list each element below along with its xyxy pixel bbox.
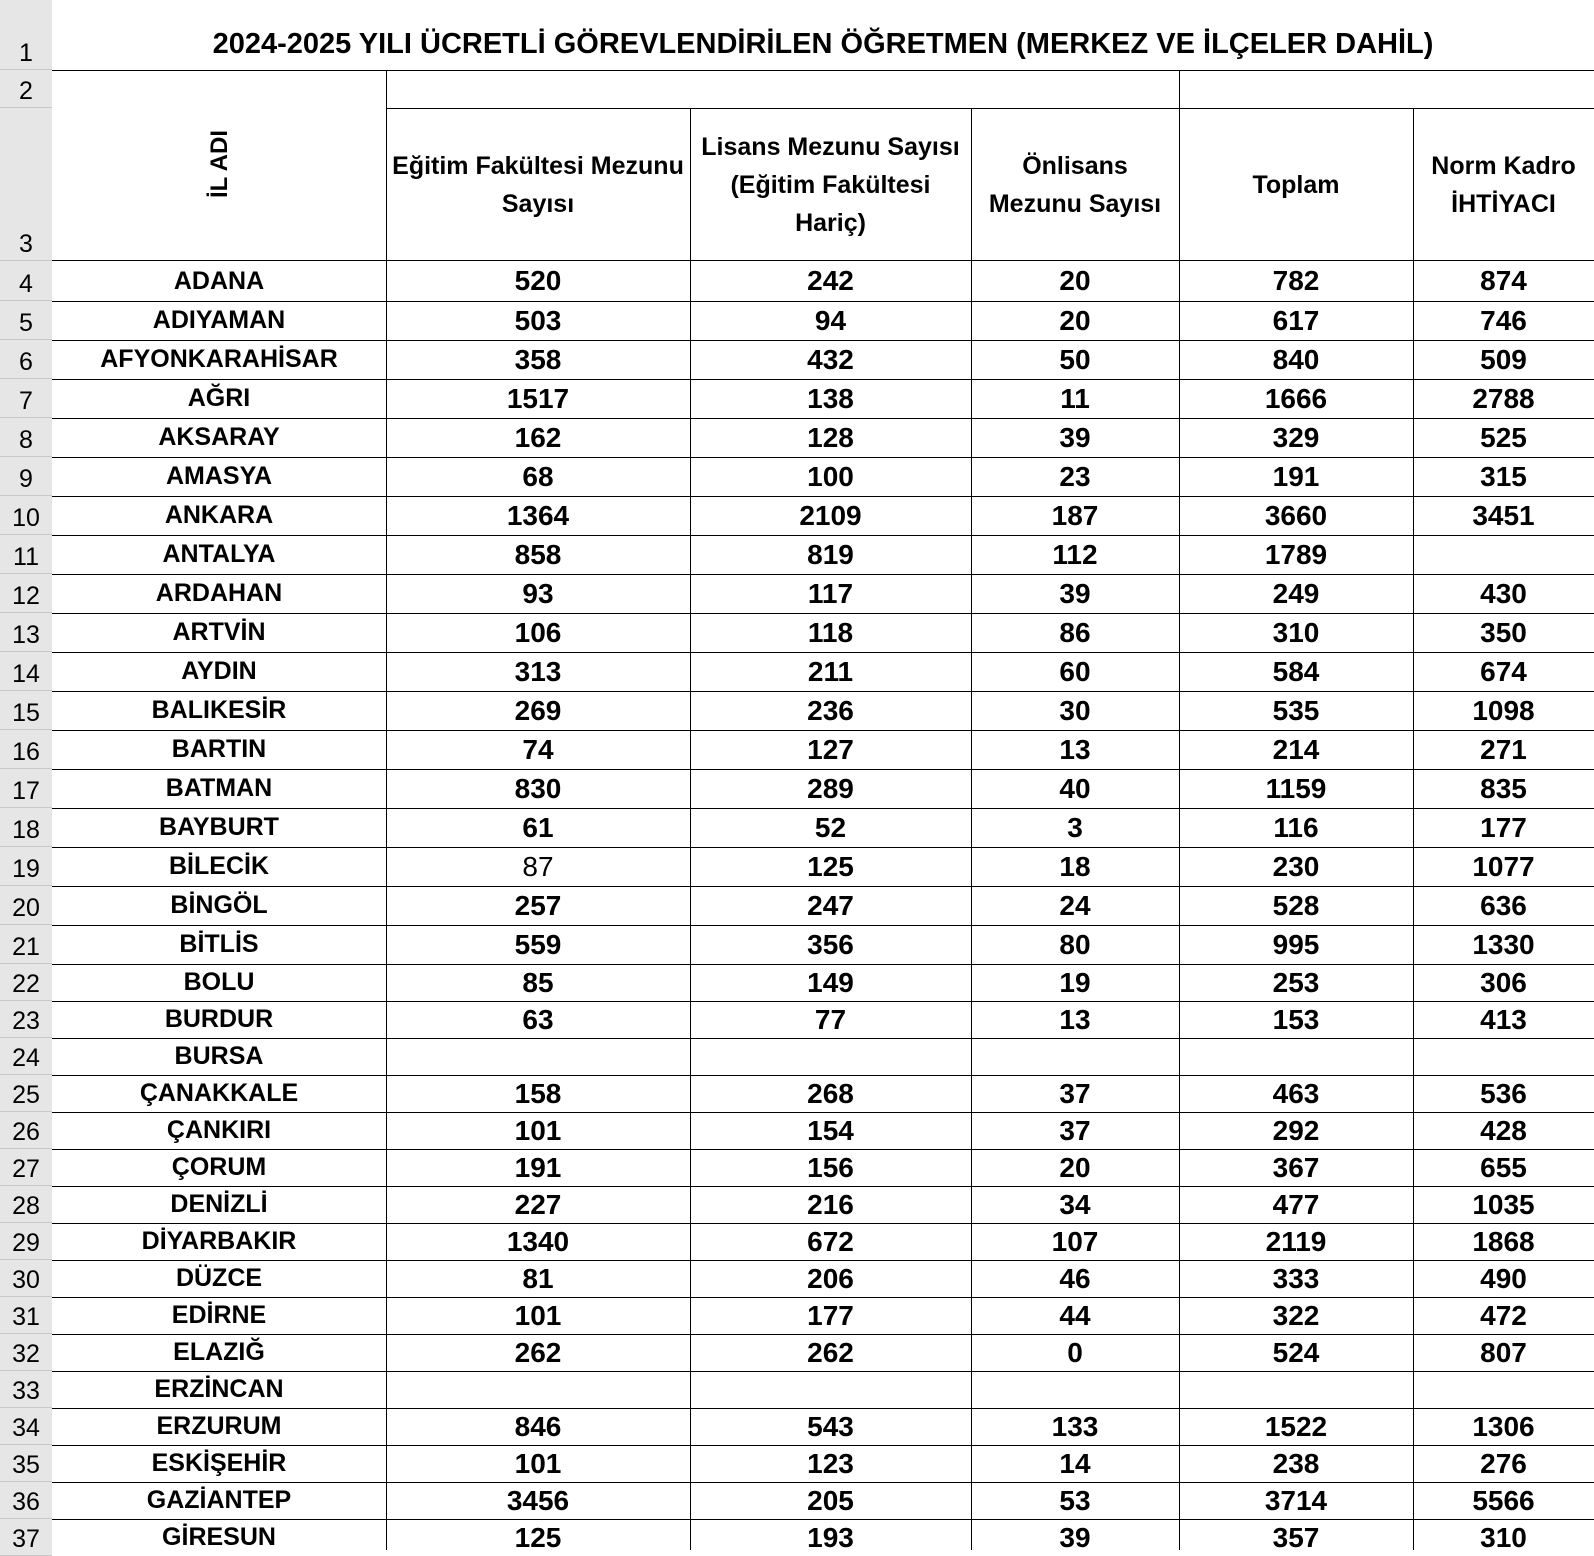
cell-onlisans-mezunu[interactable]: 86 [1059, 616, 1091, 648]
row-number[interactable]: 30 [0, 1260, 52, 1297]
cell-lisans-mezunu[interactable]: 211 [807, 655, 854, 687]
cell-onlisans-mezunu[interactable]: 112 [1052, 538, 1098, 570]
header-norm-kadro[interactable]: Norm Kadro İHTİYACI [1431, 151, 1576, 218]
cell-egitim-fakultesi[interactable]: 313 [514, 655, 562, 687]
cell-toplam[interactable]: 477 [1272, 1188, 1320, 1220]
cell-egitim-fakultesi[interactable]: 1517 [506, 382, 570, 414]
cell-lisans-mezunu[interactable]: 193 [807, 1521, 854, 1553]
cell-il-adi[interactable]: AYDIN [181, 657, 257, 685]
cell-il-adi[interactable]: ADIYAMAN [152, 306, 286, 334]
row-number[interactable]: 6 [0, 340, 52, 379]
cell-norm-kadro[interactable]: 509 [1480, 343, 1527, 375]
cell-lisans-mezunu[interactable]: 205 [807, 1484, 854, 1516]
cell-norm-kadro[interactable]: 1098 [1472, 694, 1535, 726]
cell-norm-kadro[interactable]: 306 [1480, 966, 1527, 998]
cell-toplam[interactable]: 535 [1272, 694, 1320, 726]
cell-toplam[interactable]: 310 [1272, 616, 1320, 648]
cell-egitim-fakultesi[interactable]: 101 [514, 1447, 562, 1479]
cell-onlisans-mezunu[interactable]: 187 [1051, 499, 1099, 531]
cell-egitim-fakultesi[interactable]: 503 [514, 304, 562, 336]
cell-il-adi[interactable]: ANTALYA [162, 540, 276, 568]
header-egitim-fakultesi[interactable]: Eğitim Fakültesi Mezunu Sayısı [392, 151, 684, 218]
cell-il-adi[interactable]: EDİRNE [171, 1301, 267, 1329]
row-number[interactable]: 15 [0, 691, 52, 730]
cell-lisans-mezunu[interactable]: 125 [807, 850, 854, 882]
cell-egitim-fakultesi[interactable]: 1364 [506, 499, 570, 531]
cell-toplam[interactable]: 782 [1272, 265, 1320, 296]
row-number[interactable]: 36 [0, 1482, 52, 1519]
cell-egitim-fakultesi[interactable]: 61 [522, 811, 554, 843]
cell-onlisans-mezunu[interactable]: 13 [1059, 1003, 1091, 1035]
cell-il-adi[interactable]: AKSARAY [158, 423, 280, 451]
cell-lisans-mezunu[interactable]: 77 [814, 1003, 847, 1035]
cell-lisans-mezunu[interactable]: 432 [807, 343, 854, 375]
row-number[interactable]: 25 [0, 1075, 52, 1112]
row-number[interactable]: 20 [0, 886, 52, 925]
cell-toplam[interactable]: 1789 [1264, 538, 1328, 570]
cell-onlisans-mezunu[interactable] [971, 1371, 1179, 1408]
row-number[interactable]: 4 [0, 261, 52, 301]
cell-egitim-fakultesi[interactable]: 125 [514, 1521, 562, 1553]
cell-il-adi[interactable]: BİNGÖL [170, 891, 268, 919]
row-number[interactable]: 9 [0, 457, 52, 496]
cell-onlisans-mezunu[interactable]: 44 [1059, 1299, 1091, 1331]
cell-toplam[interactable]: 1666 [1264, 382, 1328, 414]
cell-lisans-mezunu[interactable]: 236 [807, 694, 854, 726]
cell-il-adi[interactable]: ELAZIĞ [173, 1338, 265, 1366]
cell-toplam[interactable]: 191 [1272, 460, 1320, 492]
cell-norm-kadro[interactable]: 428 [1480, 1114, 1527, 1146]
row-number[interactable]: 5 [0, 301, 52, 340]
cell-il-adi[interactable]: BURDUR [164, 1005, 274, 1033]
cell-egitim-fakultesi[interactable]: 358 [514, 343, 562, 375]
cell-toplam[interactable]: 524 [1272, 1336, 1320, 1368]
cell-lisans-mezunu[interactable]: 819 [807, 538, 854, 570]
cell-lisans-mezunu[interactable]: 177 [807, 1299, 854, 1331]
cell-onlisans-mezunu[interactable]: 14 [1059, 1447, 1091, 1479]
cell-toplam[interactable]: 367 [1272, 1151, 1320, 1183]
cell-egitim-fakultesi[interactable]: 85 [522, 966, 554, 998]
row-number[interactable]: 11 [0, 535, 52, 574]
row-number[interactable]: 16 [0, 730, 52, 769]
cell-onlisans-mezunu[interactable]: 3 [1067, 811, 1083, 843]
header-toplam[interactable]: Toplam [1252, 170, 1340, 199]
cell-egitim-fakultesi[interactable]: 93 [522, 577, 554, 609]
cell-il-adi[interactable]: AFYONKARAHİSAR [100, 345, 338, 373]
cell-norm-kadro[interactable]: 1077 [1472, 850, 1535, 882]
cell-norm-kadro[interactable]: 1035 [1472, 1188, 1535, 1220]
cell-toplam[interactable]: 238 [1272, 1447, 1320, 1479]
cell-lisans-mezunu[interactable]: 117 [807, 577, 854, 609]
cell-lisans-mezunu[interactable]: 100 [807, 460, 854, 492]
cell-toplam[interactable]: 116 [1273, 811, 1319, 843]
cell-egitim-fakultesi[interactable]: 257 [514, 889, 562, 921]
cell-norm-kadro[interactable]: 490 [1480, 1262, 1527, 1294]
cell-norm-kadro[interactable]: 525 [1480, 421, 1527, 453]
cell-toplam[interactable]: 3660 [1264, 499, 1328, 531]
cell-egitim-fakultesi[interactable]: 158 [514, 1077, 562, 1109]
cell-toplam[interactable]: 329 [1272, 421, 1320, 453]
cell-lisans-mezunu[interactable]: 156 [807, 1151, 854, 1183]
cell-toplam[interactable]: 3714 [1264, 1484, 1328, 1516]
cell-onlisans-mezunu[interactable]: 39 [1059, 421, 1091, 453]
cell-egitim-fakultesi[interactable]: 830 [514, 772, 562, 804]
cell-onlisans-mezunu[interactable]: 20 [1059, 304, 1091, 336]
cell-toplam[interactable]: 357 [1272, 1521, 1320, 1553]
cell-norm-kadro[interactable]: 746 [1480, 304, 1527, 336]
cell-norm-kadro[interactable]: 430 [1480, 577, 1527, 609]
cell-onlisans-mezunu[interactable]: 46 [1059, 1262, 1091, 1294]
cell-egitim-fakultesi[interactable]: 81 [522, 1262, 554, 1294]
cell-lisans-mezunu[interactable] [690, 1371, 971, 1408]
row-number[interactable]: 29 [0, 1223, 52, 1260]
cell-norm-kadro[interactable]: 413 [1480, 1003, 1527, 1035]
cell-il-adi[interactable]: ADANA [173, 266, 265, 295]
cell-lisans-mezunu[interactable]: 52 [814, 811, 847, 843]
cell-norm-kadro[interactable] [1413, 1038, 1594, 1075]
cell-il-adi[interactable]: BARTIN [171, 735, 267, 763]
cell-il-adi[interactable]: BİLECİK [169, 852, 269, 880]
cell-onlisans-mezunu[interactable]: 34 [1059, 1188, 1091, 1220]
cell-il-adi[interactable]: ANKARA [164, 501, 274, 529]
row-number[interactable]: 14 [0, 652, 52, 691]
cell-il-adi[interactable]: DENİZLİ [170, 1190, 268, 1218]
row-number[interactable]: 17 [0, 769, 52, 808]
cell-onlisans-mezunu[interactable]: 19 [1059, 966, 1091, 998]
cell-lisans-mezunu[interactable]: 206 [807, 1262, 854, 1294]
cell-toplam[interactable]: 333 [1272, 1262, 1320, 1294]
cell-toplam[interactable]: 2119 [1265, 1225, 1327, 1257]
cell-onlisans-mezunu[interactable]: 39 [1059, 577, 1091, 609]
cell-onlisans-mezunu[interactable]: 60 [1059, 655, 1091, 687]
cell-il-adi[interactable]: ERZURUM [156, 1412, 282, 1440]
cell-lisans-mezunu[interactable]: 672 [807, 1225, 854, 1257]
cell-il-adi[interactable]: DÜZCE [175, 1264, 263, 1292]
cell-egitim-fakultesi[interactable]: 262 [514, 1336, 562, 1368]
cell-egitim-fakultesi[interactable]: 3456 [506, 1484, 570, 1516]
cell-onlisans-mezunu[interactable]: 40 [1059, 772, 1091, 804]
cell-norm-kadro[interactable]: 1330 [1472, 928, 1535, 960]
row-number[interactable]: 24 [0, 1038, 52, 1075]
cell-norm-kadro[interactable]: 655 [1480, 1151, 1527, 1183]
cell-lisans-mezunu[interactable]: 149 [807, 966, 854, 998]
cell-il-adi[interactable]: ÇANAKKALE [139, 1079, 299, 1107]
cell-egitim-fakultesi[interactable]: 87 [522, 850, 554, 882]
row-number[interactable]: 28 [0, 1186, 52, 1223]
cell-toplam[interactable]: 584 [1272, 655, 1320, 687]
cell-lisans-mezunu[interactable]: 247 [807, 889, 854, 921]
cell-norm-kadro[interactable]: 1306 [1472, 1410, 1535, 1442]
cell-egitim-fakultesi[interactable] [386, 1038, 690, 1075]
cell-norm-kadro[interactable]: 807 [1480, 1336, 1527, 1368]
cell-il-adi[interactable]: ÇORUM [171, 1153, 267, 1181]
grid-hline [52, 70, 1594, 71]
cell-norm-kadro[interactable]: 276 [1480, 1447, 1527, 1479]
cell-egitim-fakultesi[interactable]: 101 [514, 1299, 562, 1331]
cell-lisans-mezunu[interactable] [690, 1038, 971, 1075]
cell-norm-kadro[interactable]: 177 [1480, 811, 1527, 843]
cell-egitim-fakultesi[interactable]: 858 [514, 538, 562, 570]
row-number[interactable]: 34 [0, 1408, 52, 1445]
row-number[interactable]: 3 [0, 108, 52, 261]
cell-toplam[interactable]: 230 [1272, 850, 1320, 882]
cell-lisans-mezunu[interactable]: 123 [807, 1447, 854, 1479]
cell-lisans-mezunu[interactable]: 154 [807, 1114, 854, 1146]
cell-egitim-fakultesi[interactable]: 227 [514, 1188, 562, 1220]
cell-norm-kadro[interactable]: 874 [1480, 265, 1527, 296]
cell-toplam[interactable]: 253 [1272, 966, 1320, 998]
row-number[interactable]: 32 [0, 1334, 52, 1371]
row-number[interactable]: 1 [0, 0, 52, 70]
row-number[interactable]: 22 [0, 964, 52, 1001]
cell-il-adi[interactable]: BİTLİS [179, 930, 259, 958]
cell-lisans-mezunu[interactable]: 127 [807, 733, 854, 765]
cell-onlisans-mezunu[interactable]: 20 [1059, 1151, 1091, 1183]
cell-lisans-mezunu[interactable]: 118 [807, 616, 854, 648]
row-number[interactable]: 10 [0, 496, 52, 535]
cell-lisans-mezunu[interactable]: 216 [807, 1188, 854, 1220]
cell-toplam[interactable]: 1159 [1265, 772, 1327, 804]
cell-lisans-mezunu[interactable]: 2109 [799, 499, 862, 531]
cell-egitim-fakultesi[interactable]: 1340 [506, 1225, 570, 1257]
cell-norm-kadro[interactable]: 310 [1480, 1521, 1527, 1553]
cell-egitim-fakultesi[interactable]: 191 [514, 1151, 562, 1183]
cell-norm-kadro[interactable]: 636 [1480, 889, 1527, 921]
cell-lisans-mezunu[interactable]: 94 [814, 304, 847, 336]
row-number[interactable]: 19 [0, 847, 52, 886]
row-number[interactable]: 27 [0, 1149, 52, 1186]
cell-onlisans-mezunu[interactable]: 133 [1051, 1410, 1099, 1442]
cell-lisans-mezunu[interactable]: 289 [807, 772, 854, 804]
cell-onlisans-mezunu[interactable]: 53 [1059, 1484, 1091, 1516]
cell-lisans-mezunu[interactable]: 242 [807, 265, 854, 296]
cell-norm-kadro[interactable]: 835 [1480, 772, 1527, 804]
sheet-title[interactable]: 2024-2025 YILI ÜCRETLİ GÖREVLENDİRİLEN ÖĞRETMEN (MERKEZ VE İLÇELER DAHİL) [212, 28, 1434, 60]
cell-toplam[interactable]: 322 [1272, 1299, 1320, 1331]
cell-onlisans-mezunu[interactable]: 37 [1059, 1077, 1091, 1109]
cell-norm-kadro[interactable]: 5566 [1472, 1484, 1535, 1516]
cell-egitim-fakultesi[interactable]: 269 [514, 694, 562, 726]
cell-il-adi[interactable]: ARDAHAN [155, 579, 283, 607]
cell-il-adi[interactable]: GAZİANTEP [146, 1486, 292, 1514]
cell-il-adi[interactable]: BALIKESİR [151, 696, 287, 724]
row-number[interactable]: 2 [0, 70, 52, 108]
cell-onlisans-mezunu[interactable]: 23 [1059, 460, 1091, 492]
cell-lisans-mezunu[interactable]: 138 [807, 382, 854, 414]
row-number[interactable]: 18 [0, 808, 52, 847]
row-number[interactable]: 21 [0, 925, 52, 964]
cell-toplam[interactable]: 1522 [1264, 1410, 1328, 1442]
cell-norm-kadro[interactable] [1413, 535, 1594, 574]
row-number[interactable]: 13 [0, 613, 52, 652]
cell-toplam[interactable]: 995 [1272, 928, 1320, 960]
cell-lisans-mezunu[interactable]: 262 [807, 1336, 854, 1368]
cell-egitim-fakultesi[interactable]: 74 [522, 733, 554, 765]
cell-egitim-fakultesi[interactable]: 68 [522, 460, 554, 492]
cell-il-adi[interactable]: BAYBURT [159, 813, 279, 841]
header-onlisans-mezunu[interactable]: Önlisans Mezunu Sayısı [988, 151, 1162, 218]
cell-norm-kadro[interactable] [1413, 1371, 1594, 1408]
cell-il-adi[interactable]: BURSA [174, 1042, 264, 1070]
cell-toplam[interactable]: 528 [1272, 889, 1320, 921]
cell-onlisans-mezunu[interactable]: 107 [1051, 1225, 1099, 1257]
cell-il-adi[interactable]: ÇANKIRI [166, 1116, 272, 1144]
cell-toplam[interactable]: 463 [1272, 1077, 1320, 1109]
cell-egitim-fakultesi[interactable]: 101 [514, 1114, 562, 1146]
cell-egitim-fakultesi[interactable] [386, 1371, 690, 1408]
cell-onlisans-mezunu[interactable]: 0 [1067, 1336, 1083, 1368]
cell-norm-kadro[interactable]: 472 [1480, 1299, 1527, 1331]
cell-toplam[interactable] [1179, 1038, 1413, 1075]
cell-norm-kadro[interactable]: 674 [1480, 655, 1527, 687]
cell-norm-kadro[interactable]: 2788 [1472, 382, 1535, 414]
row-number[interactable]: 8 [0, 418, 52, 457]
cell-onlisans-mezunu[interactable]: 20 [1059, 265, 1091, 296]
cell-egitim-fakultesi[interactable]: 559 [514, 928, 562, 960]
cell-lisans-mezunu[interactable]: 268 [807, 1077, 854, 1109]
cell-egitim-fakultesi[interactable]: 846 [514, 1410, 562, 1442]
cell-norm-kadro[interactable]: 3451 [1472, 499, 1535, 531]
cell-norm-kadro[interactable]: 536 [1480, 1077, 1527, 1109]
cell-egitim-fakultesi[interactable]: 162 [514, 421, 562, 453]
cell-norm-kadro[interactable]: 350 [1480, 616, 1527, 648]
cell-lisans-mezunu[interactable]: 356 [807, 928, 854, 960]
cell-toplam[interactable]: 153 [1272, 1003, 1320, 1035]
cell-toplam[interactable]: 617 [1272, 304, 1320, 336]
cell-lisans-mezunu[interactable]: 128 [807, 421, 854, 453]
cell-toplam[interactable]: 840 [1272, 343, 1320, 375]
cell-egitim-fakultesi[interactable]: 520 [514, 265, 562, 296]
row-number[interactable]: 31 [0, 1297, 52, 1334]
header-il-adi[interactable]: İL ADI [206, 129, 233, 199]
cell-onlisans-mezunu[interactable]: 13 [1059, 733, 1091, 765]
cell-toplam[interactable]: 214 [1272, 733, 1320, 765]
row-number[interactable]: 37 [0, 1519, 52, 1556]
cell-il-adi[interactable]: AMASYA [165, 462, 273, 490]
cell-onlisans-mezunu[interactable] [971, 1038, 1179, 1075]
row-number[interactable]: 12 [0, 574, 52, 613]
cell-onlisans-mezunu[interactable]: 39 [1059, 1521, 1091, 1553]
row-number[interactable]: 26 [0, 1112, 52, 1149]
cell-norm-kadro[interactable]: 315 [1480, 460, 1527, 492]
cell-onlisans-mezunu[interactable]: 37 [1059, 1114, 1091, 1146]
cell-onlisans-mezunu[interactable]: 11 [1060, 382, 1090, 414]
cell-il-adi[interactable]: ERZİNCAN [154, 1375, 284, 1403]
cell-egitim-fakultesi[interactable]: 63 [522, 1003, 554, 1035]
cell-onlisans-mezunu[interactable]: 24 [1059, 889, 1091, 921]
cell-toplam[interactable] [1179, 1371, 1413, 1408]
cell-toplam[interactable]: 249 [1272, 577, 1320, 609]
cell-il-adi[interactable]: GİRESUN [162, 1523, 276, 1551]
cell-egitim-fakultesi[interactable]: 106 [514, 616, 562, 648]
cell-norm-kadro[interactable]: 271 [1480, 733, 1527, 765]
cell-il-adi[interactable]: DİYARBAKIR [141, 1227, 297, 1255]
cell-onlisans-mezunu[interactable]: 50 [1059, 343, 1091, 375]
cell-il-adi[interactable]: ESKİŞEHİR [151, 1449, 287, 1477]
cell-toplam[interactable]: 292 [1272, 1114, 1320, 1146]
cell-lisans-mezunu[interactable]: 543 [807, 1410, 854, 1442]
cell-onlisans-mezunu[interactable]: 30 [1059, 694, 1091, 726]
cell-il-adi[interactable]: ARTVİN [172, 618, 266, 646]
cell-il-adi[interactable]: BATMAN [165, 774, 273, 802]
cell-onlisans-mezunu[interactable]: 80 [1059, 928, 1091, 960]
row-number[interactable]: 7 [0, 379, 52, 418]
header-lisans-mezunu[interactable]: Lisans Mezunu Sayısı (Eğitim Fakültesi Hariç) [701, 132, 960, 237]
cell-norm-kadro[interactable]: 1868 [1472, 1225, 1535, 1257]
cell-il-adi[interactable]: AĞRI [187, 384, 251, 412]
row-number[interactable]: 35 [0, 1445, 52, 1482]
cell-il-adi[interactable]: BOLU [183, 968, 255, 996]
row-number[interactable]: 33 [0, 1371, 52, 1408]
cell-onlisans-mezunu[interactable]: 18 [1059, 850, 1091, 882]
row-number[interactable]: 23 [0, 1001, 52, 1038]
